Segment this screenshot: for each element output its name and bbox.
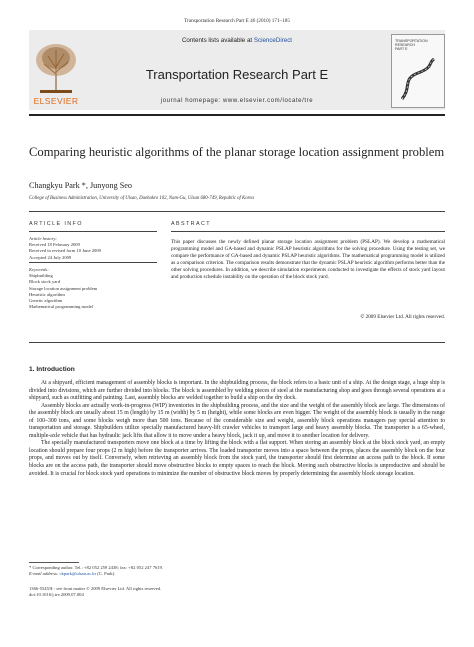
history-item: Accepted 24 July 2009 xyxy=(29,254,72,260)
corresponding-author-note: * Corresponding author. Tel.: +82 052 259 2438; fax: +82 052 247 7619. xyxy=(29,565,164,570)
cover-line: RESEARCH xyxy=(395,43,415,48)
abstract-copyright: © 2009 Elsevier Ltd. All rights reserved. xyxy=(360,314,445,320)
keyword: Mathematical programming model xyxy=(29,304,94,310)
journal-cover-thumbnail xyxy=(391,34,445,108)
history-item: Received 18 February 2009 xyxy=(29,242,80,248)
body-paragraph: At a shipyard, efficient management of assembly blocks is important. In the shipbuilding process, the block refers to a basic unit of a ship. At the design stage, a huge ship is divided into divisions, which are further divided into blocks. The block is assembled by welding pieces of steel at the manufacturing shop and goes through several operations at a shipyard, such as outfitting and painting. Last, assembly blocks are welded together to build a ship on the dry dock. xyxy=(29,380,445,402)
running-head: Transportation Research Part E 46 (2010) 171–185 xyxy=(184,18,290,24)
journal-homepage-link[interactable]: journal homepage: www.elsevier.com/locate/tre xyxy=(160,98,314,104)
author-affiliation: College of Business Administration, University of Ulsan, Daehakro 102, Nam-Gu, Ulsan 680-749, Republic of Korea xyxy=(29,196,254,201)
keyword: Shipbuilding xyxy=(29,273,53,279)
cover-line: TRANSPORTATION xyxy=(395,39,428,43)
issn-line: 1366-5545/$ - see front matter © 2009 Elsevier Ltd. All rights reserved. xyxy=(29,586,162,591)
section-heading: 1. Introduction xyxy=(29,366,75,373)
issn-block xyxy=(29,586,161,598)
abstract-rule xyxy=(171,231,445,232)
history-item: Received in revised form 10 June 2009 xyxy=(29,248,101,254)
introduction-body xyxy=(29,380,445,478)
keyword: Genetic algorithm xyxy=(29,298,63,304)
article-title: Comparing heuristic algorithms of the planar storage location assignment problem xyxy=(29,145,445,159)
publisher-wordmark: ELSEVIER xyxy=(33,96,79,106)
keyword: Heuristic algorithm xyxy=(29,291,65,297)
keywords-label: Keywords: xyxy=(29,267,49,272)
contents-prefix: Contents lists available at xyxy=(181,37,253,44)
body-paragraph: Assembly blocks are actually work-in-progress (WIP) inventories in the shipbuilding process, and the size and the weight of the assembly block are large. The dimensions of the assembly block are usually about 15 m (length) by 15 m (width) by 5 m (height), while some blocks are even bigger. The weight of the assembly block is usually in the range of 100–300 tons, and some blocks weigh more than 500 tons. Because of the considerable size and weight, assembly block operations managers pay special attention to transportation and storage. Shipbuilders utilize specially manufactured heavy-lift crawler vehicles to transport large and heavy assembly blocks. The transporter is a 65-wheel, multiple-axle vehicle that has hydraulic jack lifts that allow it to move under a heavy block, jack it up, and move it to another location for delivery. xyxy=(29,402,445,439)
keyword: Block stock yard xyxy=(29,279,61,285)
section-rule xyxy=(29,211,445,212)
footnote-rule xyxy=(29,562,79,563)
info-rule xyxy=(29,231,157,232)
sciencedirect-link[interactable]: ScienceDirect xyxy=(253,37,293,44)
email-label: E-mail address: xyxy=(29,571,59,577)
abstract-bottom-rule xyxy=(29,342,445,343)
keywords xyxy=(29,267,159,310)
cover-line: PART E xyxy=(395,47,408,52)
email-suffix: (C. Park). xyxy=(97,571,116,577)
cover-road-graphic xyxy=(398,57,438,101)
article-history xyxy=(29,236,159,261)
abstract-label: ABSTRACT xyxy=(171,221,211,227)
footnotes xyxy=(29,565,163,577)
email-link[interactable]: ckpark@ulsan.ac.kr xyxy=(59,571,97,577)
doi-line[interactable]: doi:10.1016/j.tre.2009.07.004 xyxy=(29,592,84,598)
article-info-label: ARTICLE INFO xyxy=(29,221,83,227)
history-rule xyxy=(29,262,157,263)
article-authors: Changkyu Park *, Junyong Seo xyxy=(29,181,133,190)
journal-name: Transportation Research Part E xyxy=(145,67,329,82)
body-paragraph: The specially manufactured transporters move one block at a time by lifting the block with a flat support. When storing an assembly block at the block stock yard, an empty location should prepare four props (2 m high) before the transporter arrives. The loaded transporter moves into a space between the props, places the assembly block on the four props, and moves out by itself. Conversely, when retrieving an assembly block from the stock yard, the transporter should first determine an access path to the block. If some blocks are on the access path, the transporter should move obstructive blocks to empty spaces to reach the block. Moving such obstructive blocks is unproductive and should be avoided. It is crucial for block stock yard operations to minimize the number of obstructive block moves by properly determining the assembly block storage location. xyxy=(29,440,445,477)
keyword: Storage location assignment problem xyxy=(29,285,98,291)
email-note xyxy=(29,571,163,577)
header-rule xyxy=(29,114,445,116)
abstract-text: This paper discusses the newly defined planar storage location assignment problem (PSLAP). We develop a mathematical programming model and GA-based and dynamic PSLAP heuristic algorithms for the solving procedure. Using the testing set, we compare the performance of GA-based and dynamic PSLAP heuristic algorithms. The mathematical programming model is utilized as a comparison criterion. The comparison results demonstrate that the dynamic PSLAP heuristic algorithm performs better than the other solving procedures. In addition, we describe simulation experiments conducted to investigate the effects of stock yard layout and production schedule instability on the operation of the block stock yard. xyxy=(171,239,446,280)
history-label: Article history: xyxy=(29,236,57,241)
